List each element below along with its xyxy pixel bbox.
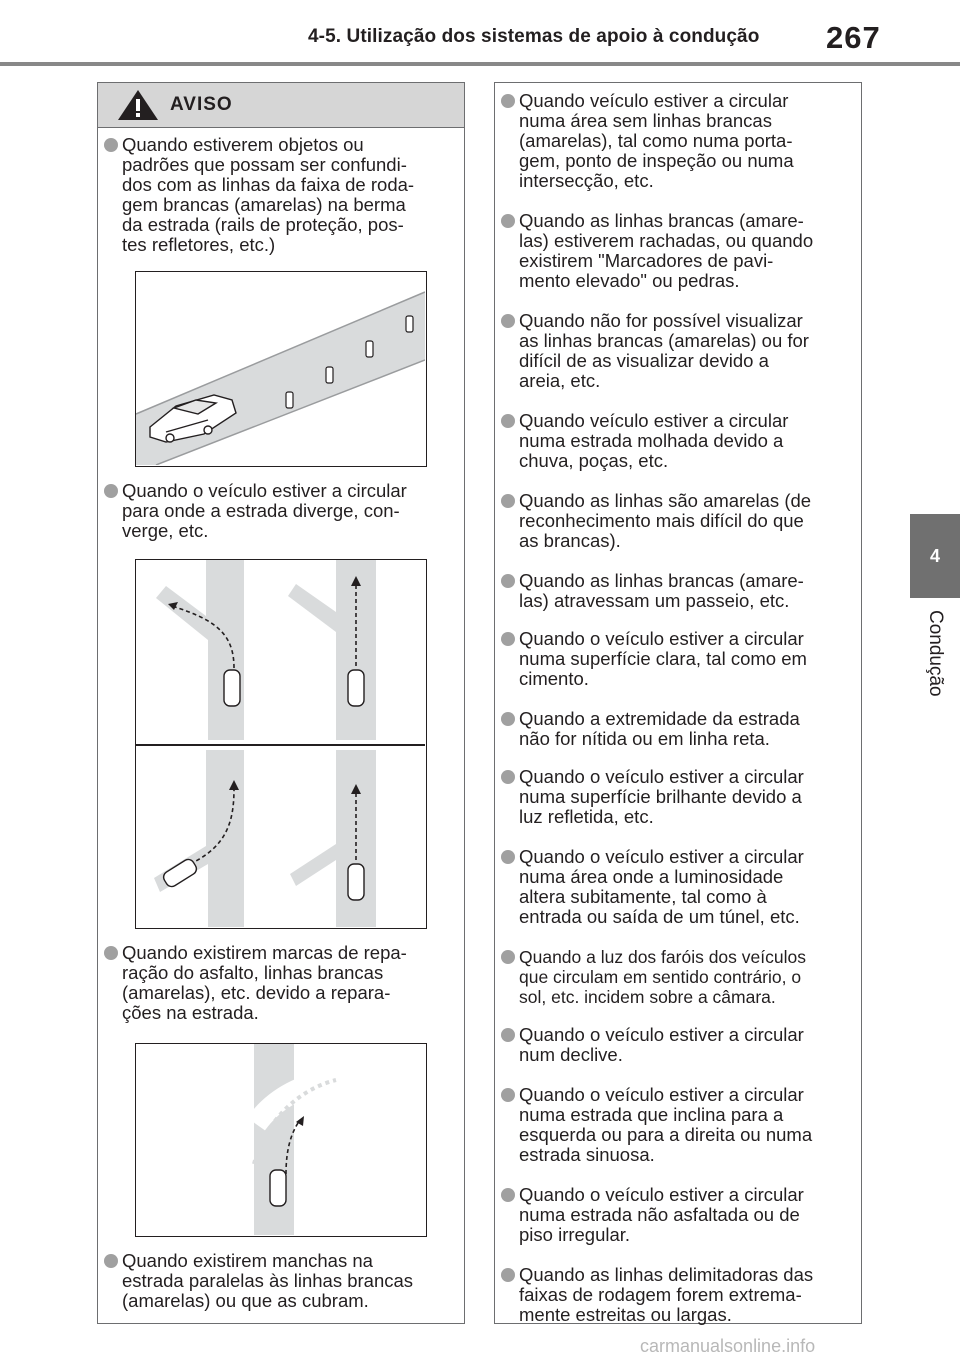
illustration-repair-marks	[135, 1043, 427, 1237]
list-item: Quando veículo estiver a circular numa área sem linhas brancas (amarelas), tal como numa porta- gem, ponto de inspeção ou numa intersecção, etc.	[501, 91, 851, 191]
page-number: 267	[826, 20, 881, 55]
bullet-icon	[104, 484, 118, 498]
bullet-icon	[501, 1028, 515, 1042]
bullet-icon	[104, 138, 118, 152]
bullet-icon	[501, 314, 515, 328]
watermark: carmanualsonline.info	[640, 1336, 816, 1356]
bullet-icon	[501, 632, 515, 646]
list-item: Quando veículo estiver a circular numa estrada molhada devido a chuva, poças, etc.	[501, 411, 851, 471]
bullet-icon	[501, 850, 515, 864]
list-item: Quando o veículo estiver a circular numa superfície brilhante devido a luz refletida, etc.	[501, 767, 851, 827]
list-item: Quando o veículo estiver a circular numa superfície clara, tal como em cimento.	[501, 629, 851, 689]
list-item: Quando a extremidade da estrada não for nítida ou em linha reta.	[501, 709, 851, 749]
list-item: Quando existirem manchas na estrada paralelas às linhas brancas (amarelas) ou que as cubram.	[104, 1251, 454, 1311]
warning-triangle-icon	[116, 88, 160, 122]
illustration-reflector-posts	[135, 271, 427, 467]
bullet-icon	[501, 770, 515, 784]
bullet-icon	[501, 574, 515, 588]
header-title: 4-5. Utilização dos sistemas de apoio à condução	[308, 26, 760, 47]
list-item: Quando o veículo estiver a circular num declive.	[501, 1025, 851, 1065]
bullet-icon	[501, 1188, 515, 1202]
list-item: Quando o veículo estiver a circular numa estrada não asfaltada ou de piso irregular.	[501, 1185, 851, 1245]
list-item: Quando as linhas brancas (amare- las) estiverem rachadas, ou quando existirem "Marcadores de pavi- mento elevado" ou pedras.	[501, 211, 851, 291]
list-item: Quando não for possível visualizar as linhas brancas (amarelas) ou for difícil de as visualizar devido a areia, etc.	[501, 311, 851, 391]
bullet-icon	[104, 1254, 118, 1268]
header-rule	[0, 62, 960, 66]
illustration-diverge-converge	[135, 559, 427, 929]
bullet-icon	[501, 950, 515, 964]
chapter-tab: 4	[910, 514, 960, 598]
list-item: Quando as linhas brancas (amare- las) atravessam um passeio, etc.	[501, 571, 851, 611]
bullet-icon	[501, 1088, 515, 1102]
warning-title: AVISO	[170, 94, 233, 115]
warning-box-right	[494, 82, 862, 1324]
warning-box-left	[97, 82, 465, 1324]
bullet-icon	[501, 712, 515, 726]
chapter-name: Condução	[925, 610, 946, 697]
list-item: Quando estiverem objetos ou padrões que possam ser confundi- dos com as linhas da faixa de roda- gem brancas (amarelas) na berma da estrada (rails de proteção, pos- tes refletores, etc.)	[104, 135, 454, 255]
bullet-icon	[501, 494, 515, 508]
list-item: Quando o veículo estiver a circular numa estrada que inclina para a esquerda ou para a direita ou numa estrada sinuosa.	[501, 1085, 851, 1165]
bullet-icon	[501, 1268, 515, 1282]
bullet-icon	[501, 214, 515, 228]
bullet-icon	[501, 94, 515, 108]
warning-header	[98, 83, 464, 128]
list-item: Quando as linhas delimitadoras das faixas de rodagem forem extrema- mente estreitas ou largas.	[501, 1265, 851, 1325]
list-item: Quando existirem marcas de repa- ração do asfalto, linhas brancas (amarelas), etc. devido a repara- ções na estrada.	[104, 943, 454, 1023]
bullet-icon	[104, 946, 118, 960]
list-item: Quando as linhas são amarelas (de reconhecimento mais difícil do que as brancas).	[501, 491, 851, 551]
list-item: Quando o veículo estiver a circular numa área onde a luminosidade altera subitamente, tal como à entrada ou saída de um túnel, etc.	[501, 847, 851, 927]
list-item: Quando o veículo estiver a circular para onde a estrada diverge, con- verge, etc.	[104, 481, 454, 541]
list-item: Quando a luz dos faróis dos veículos que circulam em sentido contrário, o sol, etc. incidem sobre a câmara.	[501, 947, 851, 1007]
bullet-icon	[501, 414, 515, 428]
